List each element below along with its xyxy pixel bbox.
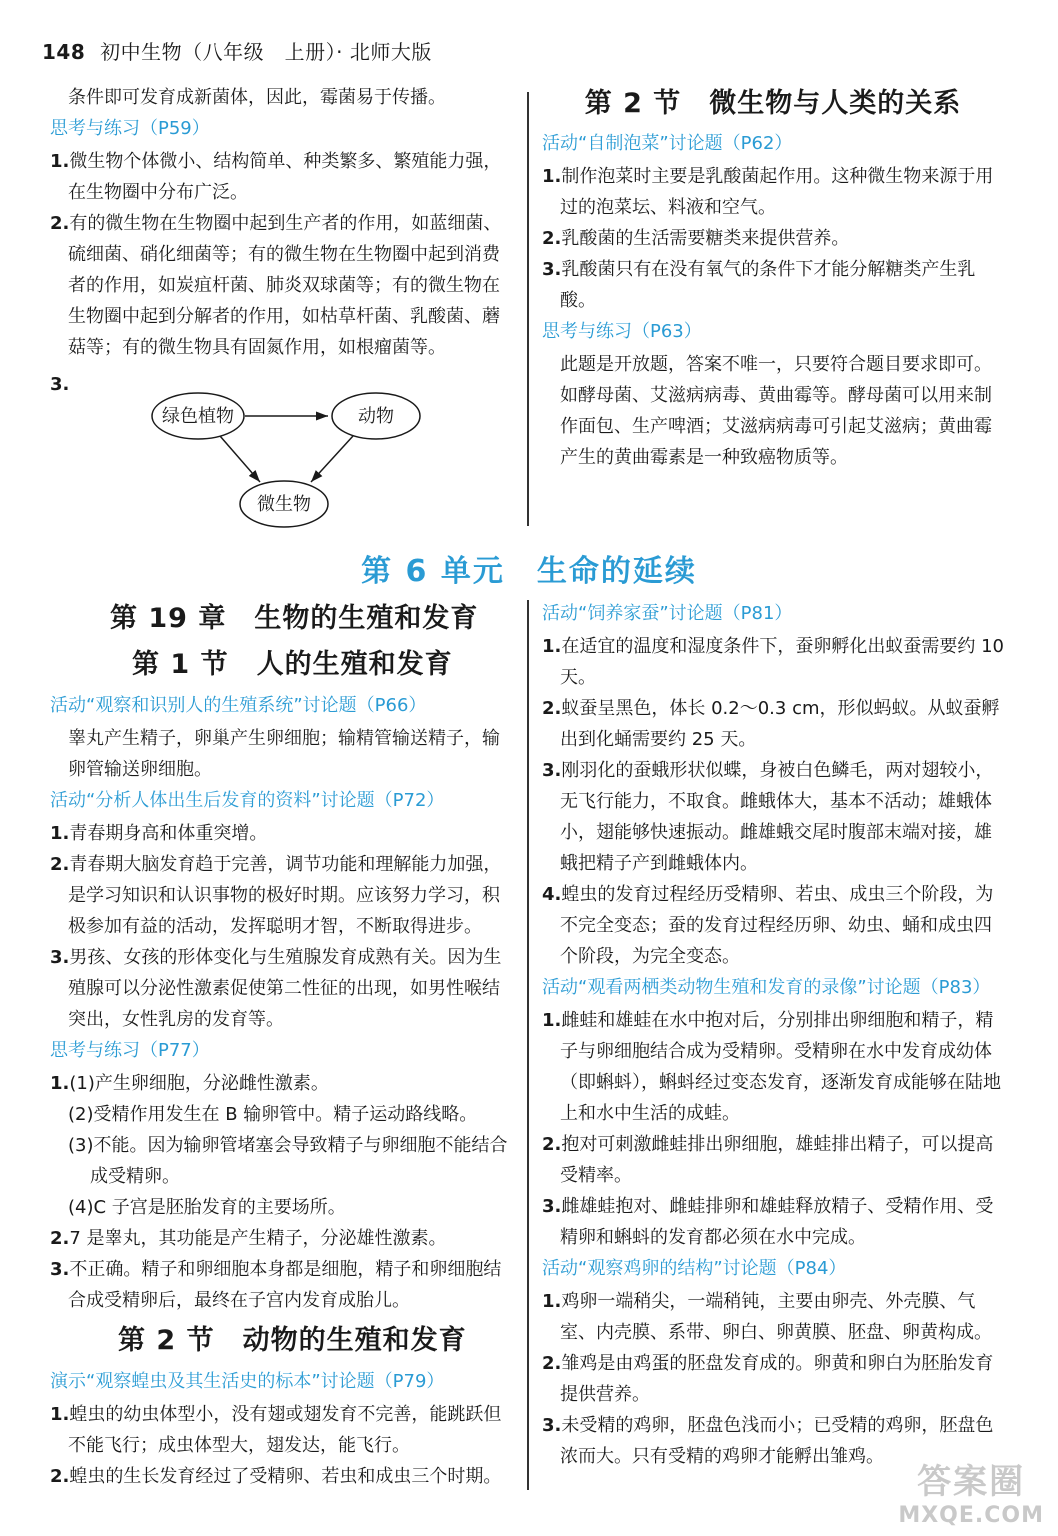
list-item: 1.制作泡菜时主要是乳酸菌起作用。这种微生物来源于用过的泡菜坛、料液和空气。	[542, 166, 994, 218]
list-item: 2.有的微生物在生物圈中起到生产者的作用，如蓝细菌、硫细菌、硝化细菌等；有的微生物在生物圈中起到消费者的作用，如炭疽杆菌、肺炎双球菌等；有的微生物在生物圈中起到分解者的作用，如枯草杆菌、乳酸菌、蘑菇等；有的微生物具有固氮作用，如根瘤菌等。	[50, 213, 502, 358]
list-item: 2.青春期大脑发育趋于完善，调节功能和理解能力加强，是学习知识和认识事物的极好时期。应该努力学习，积极参加有益的活动，发挥聪明才智，不断取得进步。	[50, 854, 502, 937]
activity-heading: 活动“观察和识别人的生殖系统”讨论题（P66）	[50, 695, 427, 716]
list-item: 2.乳酸菌的生活需要糖类来提供营养。	[542, 228, 850, 249]
left-top-column	[50, 82, 512, 400]
sub-item: (3)不能。因为输卵管堵塞会导致精子与卵细胞不能结合成受精卵。	[68, 1135, 508, 1187]
list-item: 2.蝗虫的生长发育经过了受精卵、若虫和成虫三个时期。	[50, 1466, 502, 1487]
node-label: 绿色植物	[162, 406, 234, 427]
activity-heading: 演示“观察蝗虫及其生活史的标本”讨论题（P79）	[50, 1371, 445, 1392]
food-web-diagram	[148, 390, 448, 530]
column-divider	[527, 92, 529, 526]
activity-heading: 活动“饲养家蚕”讨论题（P81）	[542, 603, 793, 624]
unit-title: 第 6 单元 生命的延续	[361, 554, 697, 589]
answer-paragraph: 此题是开放题，答案不唯一，只要符合题目要求即可。如酵母菌、艾滋病病毒、黄曲霉等。酵母菌可以用来制作面包、生产啤酒；艾滋病病毒可引起艾滋病；黄曲霉产生的黄曲霉素是一种致癌物质等。	[560, 354, 992, 468]
list-item: 2.7 是睾丸，其功能是产生精子，分泌雄性激素。	[50, 1228, 447, 1249]
node-label: 微生物	[257, 494, 311, 515]
activity-heading: 思考与练习（P59）	[50, 118, 210, 139]
activity-heading: 活动“观看两栖类动物生殖和发育的录像”讨论题（P83）	[542, 977, 991, 998]
activity-heading: 思考与练习（P63）	[542, 321, 702, 342]
watermark	[898, 1454, 1044, 1528]
list-item: 1.蝗虫的幼虫体型小，没有翅或翅发育不完善，能跳跃但不能飞行；成虫体型大，翅发达，能飞行。	[50, 1404, 502, 1456]
answer-paragraph: 睾丸产生精子，卵巢产生卵细胞；输精管输送精子，输卵管输送卵细胞。	[68, 728, 500, 780]
list-item: 1.雌蛙和雄蛙在水中抱对后，分别排出卵细胞和精子，精子与卵细胞结合成为受精卵。受精卵在水中发育成幼体（即蝌蚪），蝌蚪经过变态发育，逐渐发育成能够在陆地上和水中生活的成蛙。	[542, 1010, 1001, 1124]
list-item: 3.乳酸菌只有在没有氧气的条件下才能分解糖类产生乳酸。	[542, 259, 976, 311]
page-number: 148	[42, 40, 86, 64]
page-header	[42, 36, 432, 65]
left-bottom-column	[50, 598, 512, 1492]
chapter-title: 第 19 章 生物的生殖和发育	[110, 603, 479, 634]
node-label: 动物	[358, 406, 394, 427]
book-title: 初中生物（八年级 上册）· 北师大版	[100, 40, 432, 64]
activity-heading: 思考与练习（P77）	[50, 1040, 210, 1061]
activity-heading: 活动“自制泡菜”讨论题（P62）	[542, 133, 793, 154]
list-item: 1.鸡卵一端稍尖，一端稍钝，主要由卵壳、外壳膜、气室、内壳膜、系带、卵白、卵黄膜、胚盘、卵黄构成。	[542, 1291, 992, 1343]
right-bottom-column	[542, 598, 1004, 1472]
list-item: 1.(1)产生卵细胞，分泌雌性激素。	[50, 1073, 329, 1094]
list-item: 4.蝗虫的发育过程经历受精卵、若虫、成虫三个阶段，为不完全变态；蚕的发育过程经历卵、幼虫、蛹和成虫四个阶段，为完全变态。	[542, 884, 994, 967]
section-title: 第 1 节 人的生殖和发育	[132, 649, 453, 680]
arrow-plant-to-microbe	[220, 436, 260, 482]
activity-heading: 活动“分析人体出生后发育的资料”讨论题（P72）	[50, 790, 445, 811]
arrow-animal-to-microbe	[311, 436, 353, 482]
list-item: 3.不正确。精子和卵细胞本身都是细胞，精子和卵细胞结合成受精卵后，最终在子宫内发育成胎儿。	[50, 1259, 502, 1311]
section-title: 第 2 节 微生物与人类的关系	[584, 88, 962, 119]
watermark-url: MXQE.COM	[898, 1503, 1044, 1528]
sub-item: (4)C 子宫是胚胎发育的主要场所。	[68, 1197, 346, 1218]
list-item: 2.抱对可刺激雌蛙排出卵细胞，雄蛙排出精子，可以提高受精率。	[542, 1134, 994, 1186]
right-top-column	[542, 86, 1004, 473]
list-item: 1.青春期身高和体重突增。	[50, 823, 268, 844]
activity-heading: 活动“观察鸡卵的结构”讨论题（P84）	[542, 1258, 847, 1279]
list-item: 1.微生物个体微小、结构简单、种类繁多、繁殖能力强，在生物圈中分布广泛。	[50, 151, 502, 203]
list-item: 3.未受精的鸡卵，胚盘色浅而小；已受精的鸡卵，胚盘色浓而大。只有受精的鸡卵才能孵出雏鸡。	[542, 1415, 994, 1467]
sub-item: (2)受精作用发生在 B 输卵管中。精子运动路线略。	[68, 1104, 478, 1125]
list-item: 3.男孩、女孩的形体变化与生殖腺发育成熟有关。因为生殖腺可以分泌性激素促使第二性征的出现，如男性喉结突出，女性乳房的发育等。	[50, 947, 502, 1030]
list-item: 3.刚羽化的蚕蛾形状似蝶，身被白色鳞毛，两对翅较小，无飞行能力，不取食。雌蛾体大，基本不活动；雄蛾体小，翅能够快速振动。雌雄蛾交尾时腹部末端对接，雄蛾把精子产到雌蛾体内。	[542, 760, 994, 874]
list-item: 1.在适宜的温度和湿度条件下，蚕卵孵化出蚁蚕需要约 10 天。	[542, 636, 1004, 688]
list-item: 2.雏鸡是由鸡蛋的胚盘发育成的。卵黄和卵白为胚胎发育提供营养。	[542, 1353, 994, 1405]
list-item: 3.	[50, 374, 70, 395]
list-item: 3.雌雄蛙抱对、雌蛙排卵和雄蛙释放精子、受精作用、受精卵和蝌蚪的发育都必须在水中完成。	[542, 1196, 994, 1248]
column-divider	[527, 600, 529, 1490]
list-item: 2.蚁蚕呈黑色，体长 0.2～0.3 cm，形似蚂蚁。从蚁蚕孵出到化蛹需要约 25 天。	[542, 698, 1000, 750]
intro-text: 条件即可发育成新菌体，因此，霉菌易于传播。	[68, 87, 446, 108]
section-title: 第 2 节 动物的生殖和发育	[118, 1325, 467, 1356]
watermark-logo: 答案圈	[917, 1462, 1026, 1502]
